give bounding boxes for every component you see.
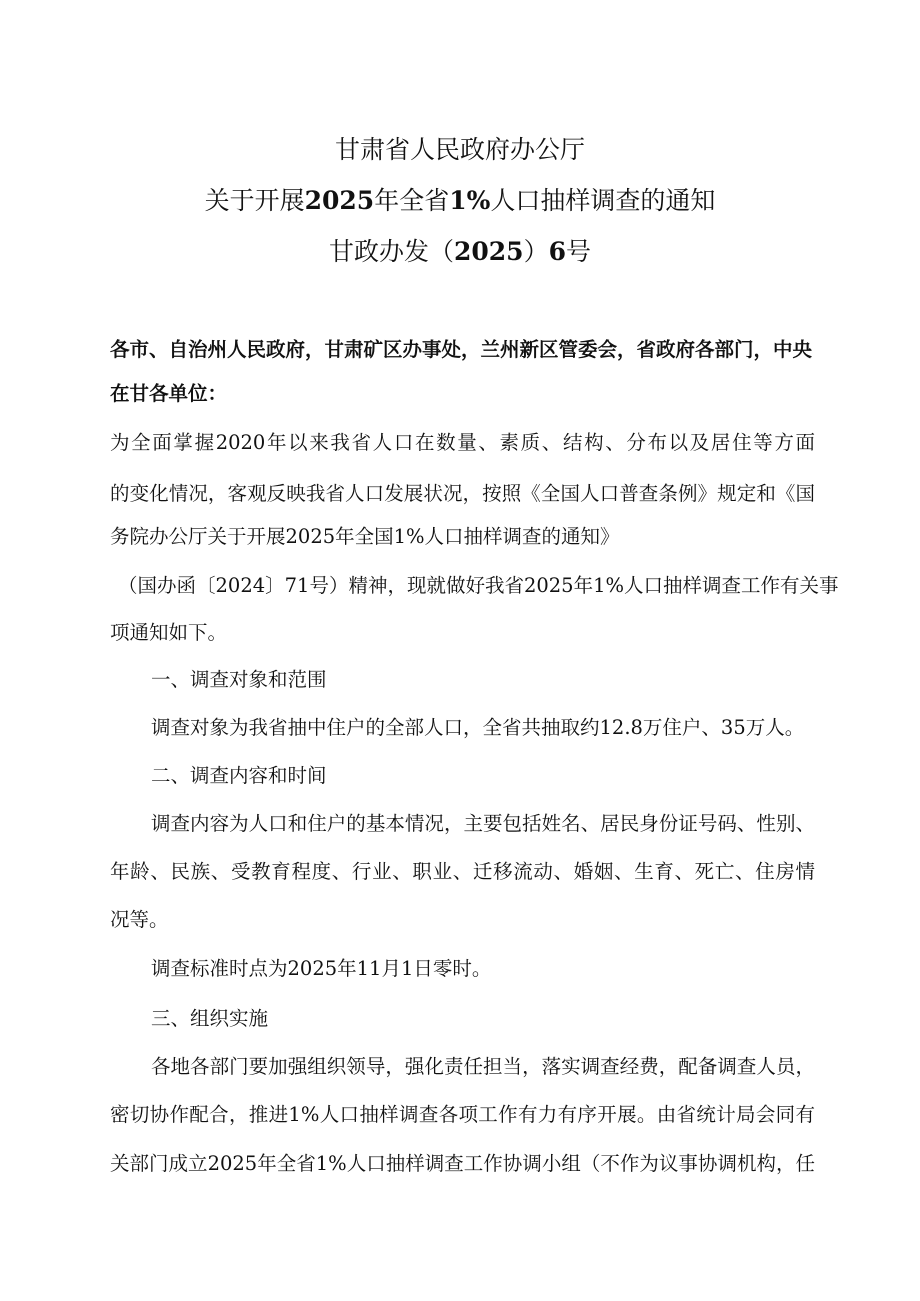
paragraph-line: 务院办公厅关于开展2025年全国1%人口抽样调查的通知》 [110, 525, 620, 548]
paragraph-line: 关部门成立2025年全省1%人口抽样调查工作协调小组（不作为议事协调机构，任 [110, 1152, 815, 1175]
paragraph-line: 调查对象为我省抽中住户的全部人口，全省共抽取约12.8万住户、35万人。 [151, 716, 805, 739]
paragraph-line: 调查内容为人口和住户的基本情况，主要包括姓名、居民身份证号码、性别、 [151, 812, 815, 835]
paragraph-line: 年龄、民族、受教育程度、行业、职业、迁移流动、婚姻、生育、死亡、住房情 [110, 860, 815, 883]
section-heading-3: 三、组织实施 [151, 1007, 269, 1030]
issuer-title: 甘肃省人民政府办公厅 [334, 135, 585, 164]
addressee: 各市、自治州人民政府，甘肃矿区办事处，兰州新区管委会，省政府各部门，中央在甘各单位： [110, 338, 813, 405]
paragraph-line: 况等。 [110, 908, 169, 931]
paragraph-line: 为全面掌握2020年以来我省人口在数量、素质、结构、分布以及居住等方面 [110, 431, 815, 454]
section-heading-2: 二、调查内容和时间 [151, 764, 327, 787]
paragraph-line: （国办函〔2024〕71号）精神，现就做好我省2025年1%人口抽样调查工作有关事 [118, 574, 839, 597]
paragraph-line: 各地各部门要加强组织领导，强化责任担当，落实调查经费，配备调查人员， [151, 1055, 815, 1078]
paragraph-line: 的变化情况，客观反映我省人口发展状况，按照《全国人口普查条例》规定和《国 [110, 482, 815, 505]
paragraph-line: 项通知如下。 [110, 621, 228, 644]
paragraph-line: 调查标准时点为2025年11月1日零时。 [151, 957, 492, 980]
notice-title: 关于开展2025年全省1%人口抽样调查的通知 [204, 186, 716, 215]
paragraph-line: 密切协作配合，推进1%人口抽样调查各项工作有力有序开展。由省统计局会同有 [110, 1103, 815, 1126]
section-heading-1: 一、调查对象和范围 [151, 668, 327, 691]
document-number: 甘政办发（2025）6号 [328, 237, 592, 266]
